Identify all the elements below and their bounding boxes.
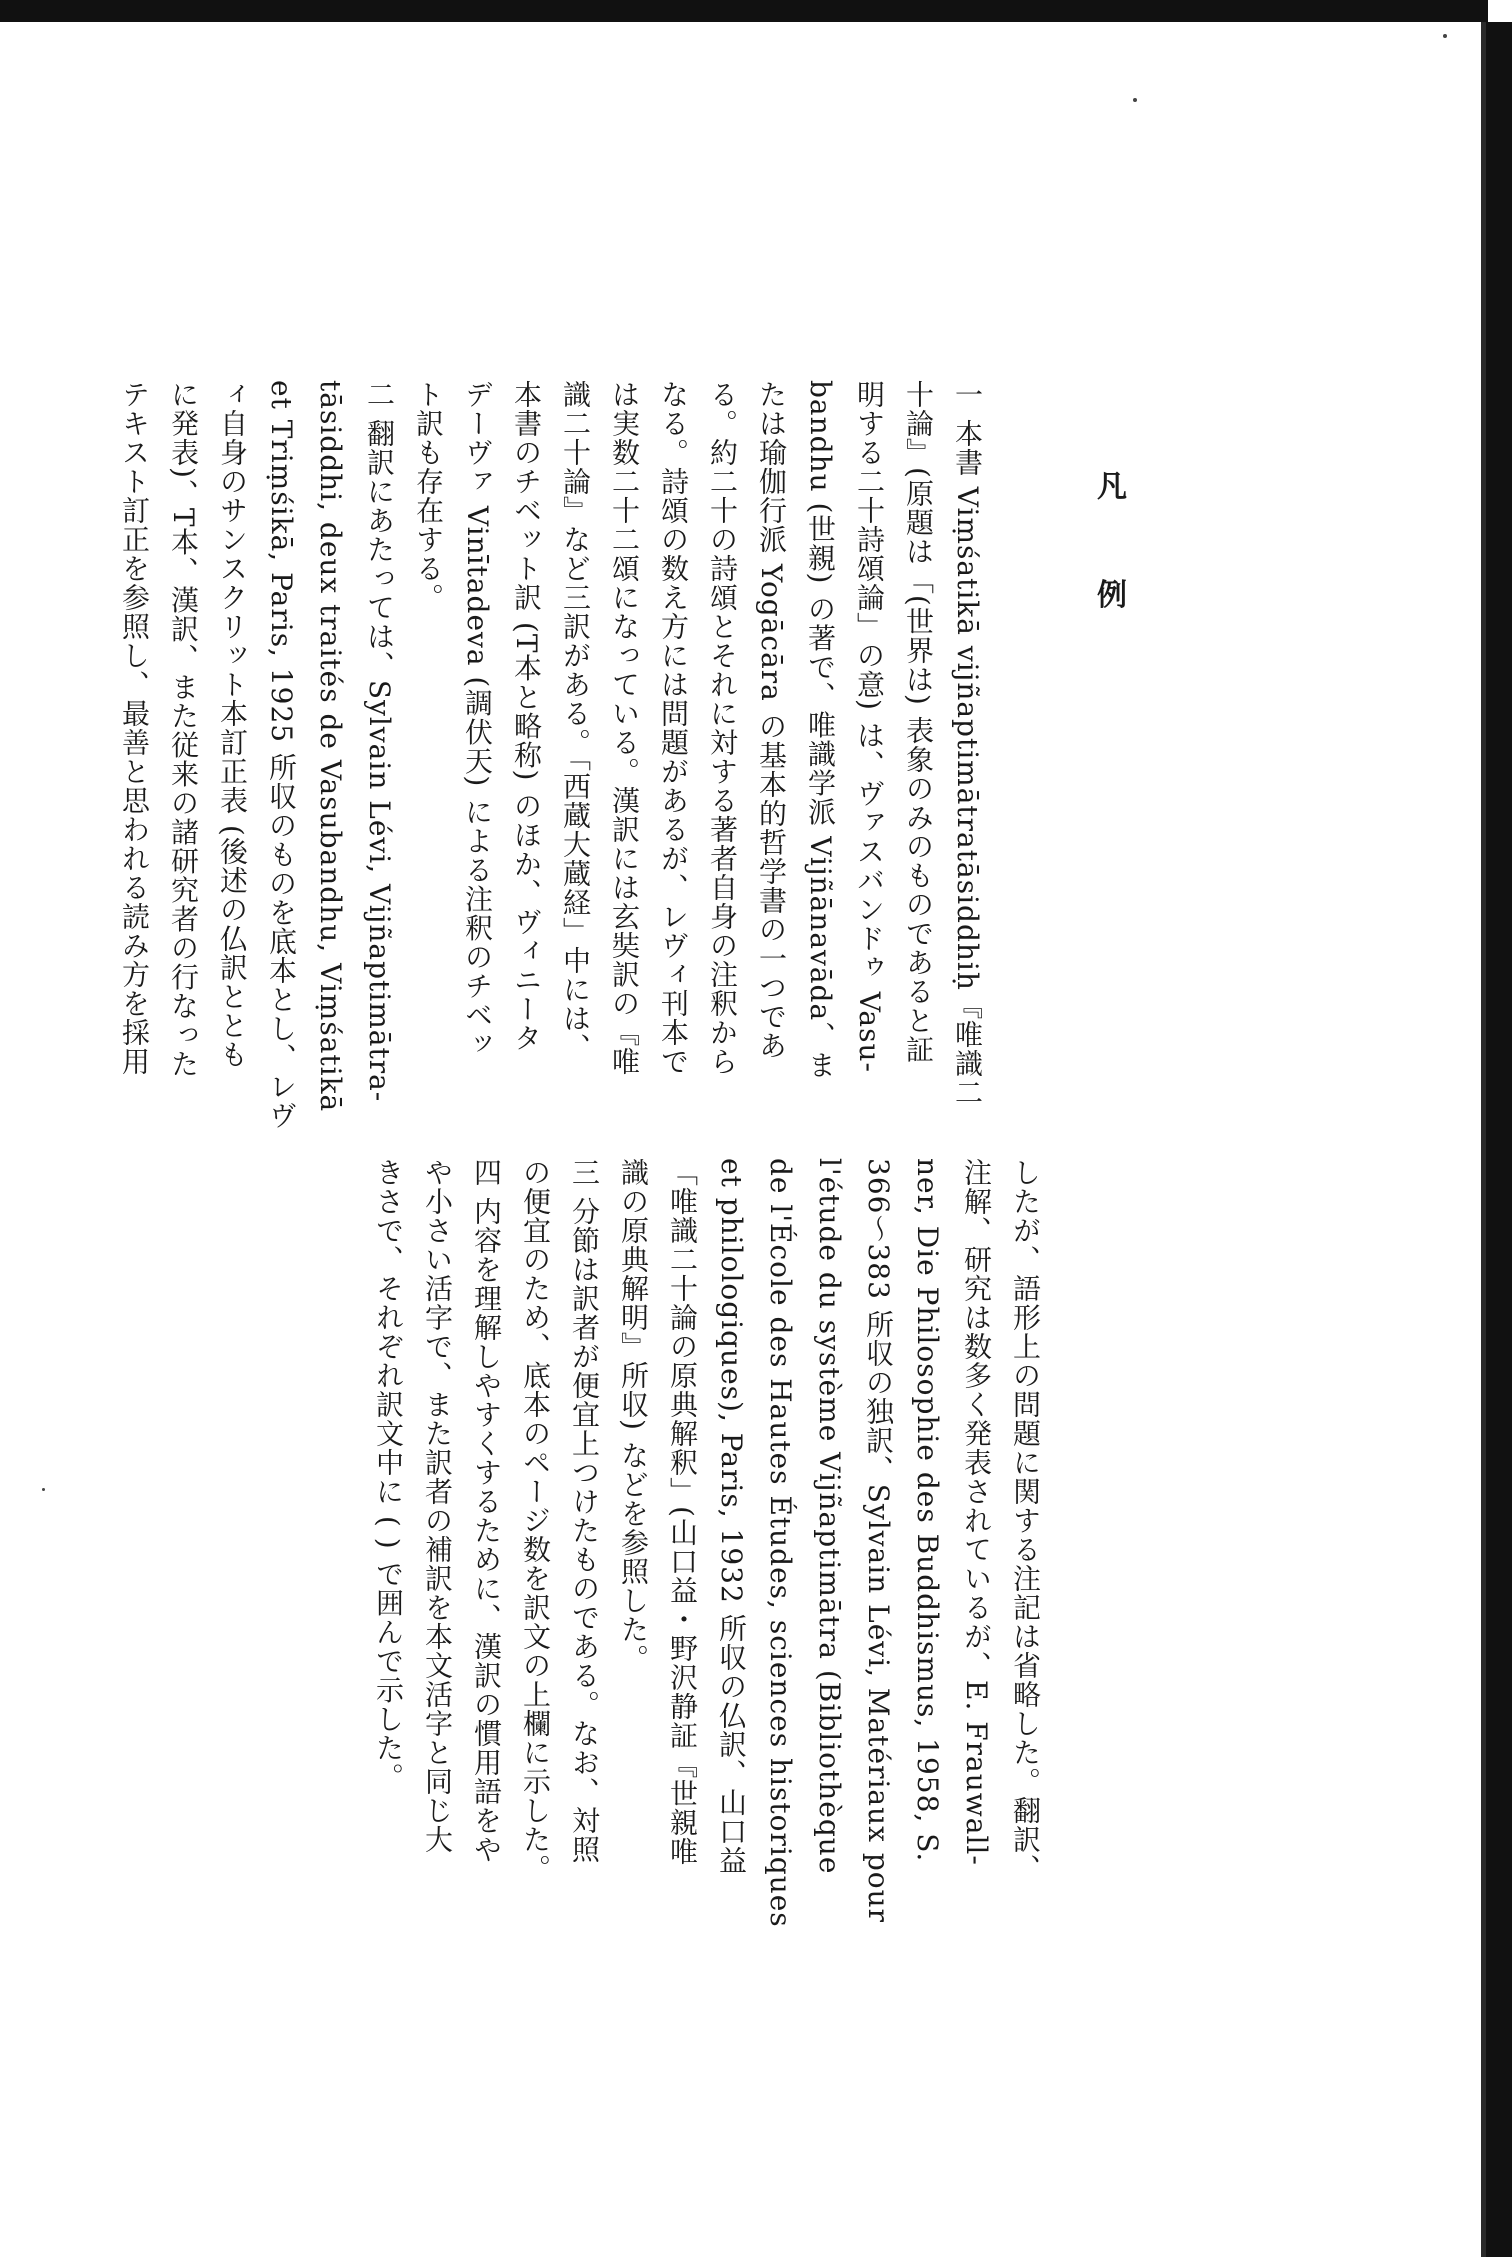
text-line: の便宜のため、底本のページ数を訳文の上欄に示した。 [519,1158,552,1883]
text-line: 一 本書 Viṃśatikā vijñaptimātratāsiddhiḥ『唯識二 [951,380,984,1107]
text-line: tāsiddhi, deux traités de Vasubandhu, Viṃśatikā [314,380,347,1113]
text-line: ト訳も存在する。 [412,380,445,612]
text-line: 明する二十詩頌論」の意) は、ヴァスバンドゥ Vasu- [853,380,886,1073]
text-line: は実数二十二頌になっている。漢訳には玄奘訳の『唯 [608,380,641,1076]
text-line: 注解、研究は数多く発表されているが、E. Frauwall- [960,1158,993,1866]
scan-speck [42,1488,45,1491]
scan-speck [1443,34,1447,38]
text-line: et Triṃśikā, Paris, 1925 所収のものを底本とし、レヴ [265,380,298,1131]
text-line: de l'École des Hautes Études, sciences historiques [764,1158,797,1928]
text-line: 二 翻訳にあたっては、Sylvain Lévi, Vijñaptimātra- [363,380,396,1103]
scan-edge-top [0,0,1488,22]
text-line: る。約二十の詩頌とそれに対する著者自身の注釈から [706,380,739,1076]
scan-edge-right-inner [1481,22,1486,2257]
text-line: bandhu (世親) の著で、唯識学派 Vijñānavāda、ま [804,380,837,1080]
text-line: 識の原典解明』所収) などを参照した。 [617,1158,650,1673]
text-line: 本書のチベット訳 (T本と略称) のほか、ヴィニータ [510,380,543,1053]
scan-speck [1133,98,1137,102]
text-line: ner, Die Philosophie des Buddhismus, 1958, S. [911,1158,944,1863]
text-line: なる。詩頌の数え方には問題があるが、レヴィ刊本で [657,380,690,1076]
text-line: 「唯識二十論の原典解釈」(山口益・野沢静証『世親唯 [666,1158,699,1866]
text-line: et philologiques), Paris, 1932 所収の仏訳、山口益 [715,1158,748,1875]
text-line: テキスト訂正を参照し、最善と思われる読み方を採用 [118,380,151,1076]
text-line: に発表)、T本、漢訳、また従来の諸研究者の行なった [167,380,200,1079]
text-line: きさで、それぞれ訳文中に ( ) で囲んで示した。 [372,1158,405,1792]
text-line: 三 分節は訳者が便宜上つけたものである。なお、対照 [568,1158,601,1864]
text-line: 十論』(原題は「(世界は) 表象のみのものであると証 [902,380,935,1064]
text-line: 四 内容を理解しやすくするために、漢訳の慣用語をや [470,1158,503,1864]
scan-edge-right [1486,22,1512,2257]
text-line: したが、語形上の問題に関する注記は省略した。翻訳、 [1009,1158,1042,1883]
text-line: 366～383 所収の独訳、Sylvain Lévi, Matériaux pour [862,1158,895,1924]
text-line: や小さい活字で、また訳者の補訳を本文活字と同じ大 [421,1158,454,1854]
text-line: たは瑜伽行派 Yogācāra の基本的哲学書の一つであ [755,380,788,1060]
text-line: ィ自身のサンスクリット本訂正表 (後述の仏訳ととも [216,380,249,1069]
text-block-continued [372,1158,1050,1928]
page-heading: 凡 例 [1091,470,1126,643]
text-line: デーヴァ Vinītadeva (調伏天) による注釈のチベッ [461,380,494,1059]
text-line: l'étude du système Vijñaptimātra (Bibliothèque [813,1158,846,1875]
text-line: 識二十論』など三訳がある。「西蔵大蔵経」中には、 [559,380,592,1062]
text-block-main [92,380,992,1140]
